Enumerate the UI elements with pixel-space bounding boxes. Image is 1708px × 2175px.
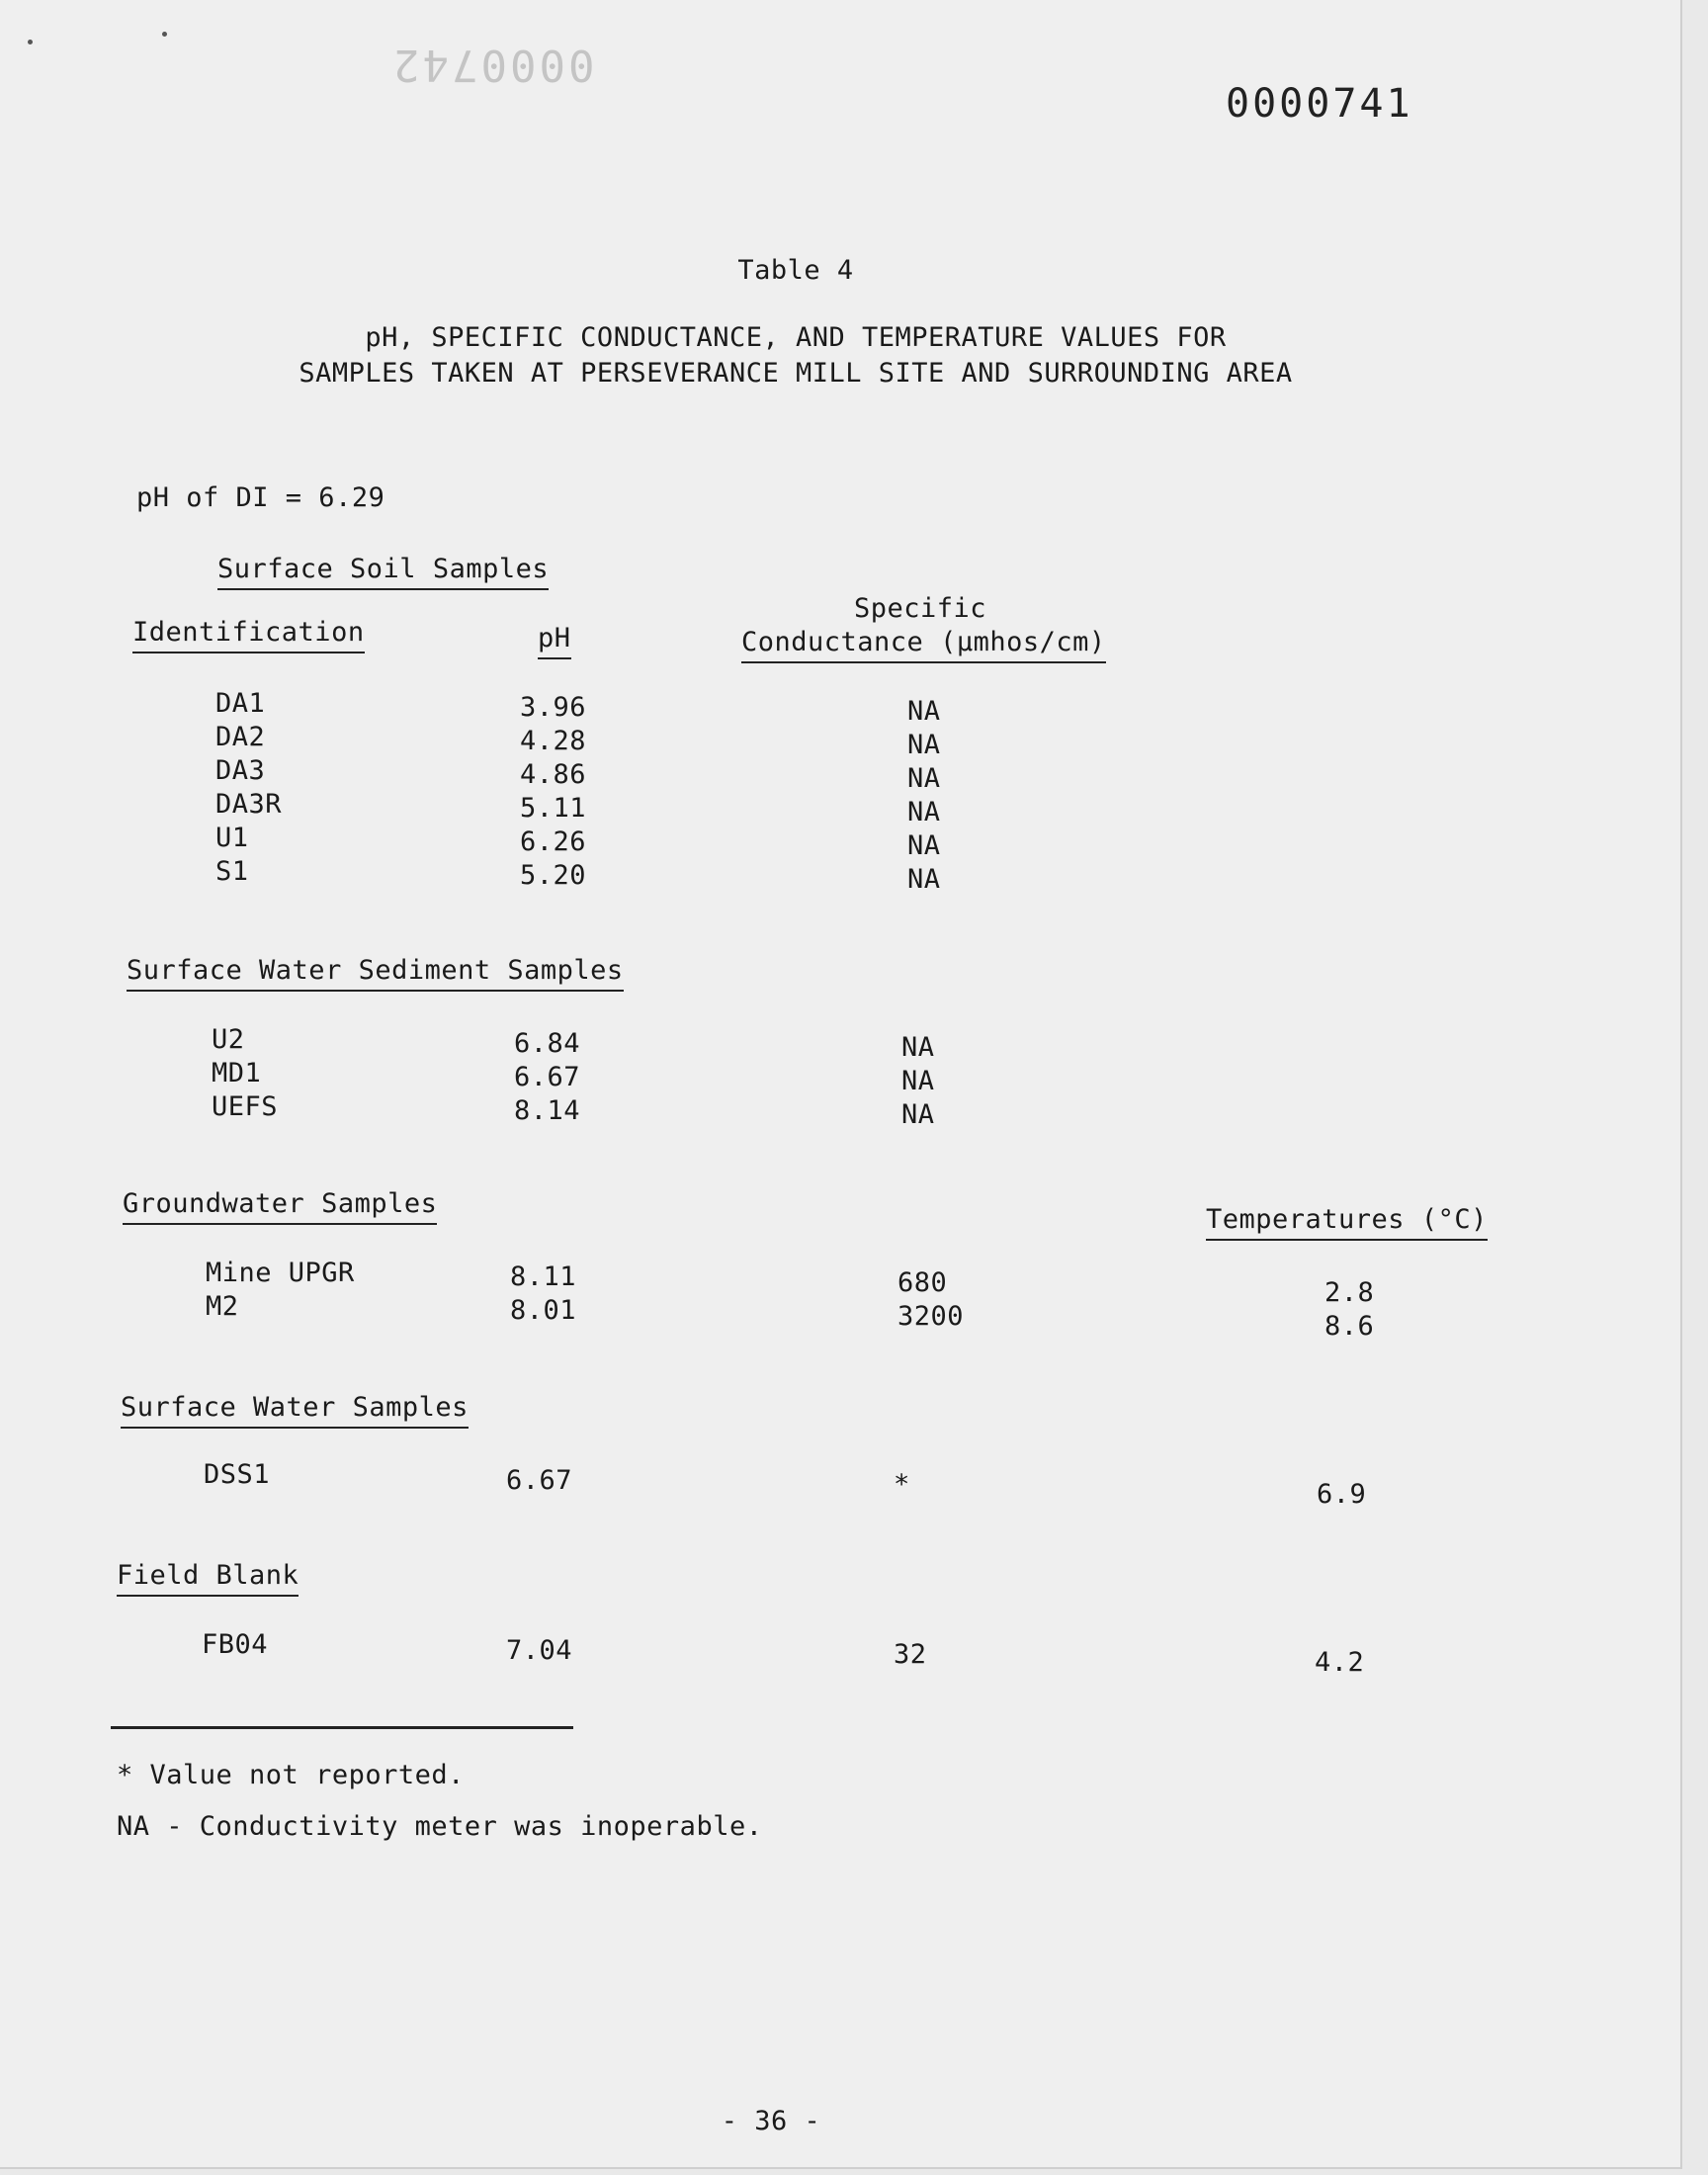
sample-ph: 5.11 (520, 793, 587, 824)
header-ph: pH (538, 623, 571, 659)
sample-id: U1 (215, 823, 249, 853)
sample-ph: 7.04 (506, 1635, 573, 1666)
speck (28, 40, 33, 44)
footnote-asterisk: * Value not reported. (117, 1760, 465, 1790)
header-identification: Identification (132, 617, 365, 653)
sample-temperature: 2.8 (1324, 1277, 1375, 1308)
sample-temperature: 4.2 (1315, 1647, 1365, 1678)
sample-conductance: NA (907, 730, 941, 760)
sample-id: U2 (212, 1024, 245, 1055)
sample-id: DA1 (215, 688, 266, 719)
section-title-surface-soil: Surface Soil Samples (217, 554, 549, 590)
sample-id: DSS1 (204, 1459, 271, 1490)
section-title-groundwater: Groundwater Samples (123, 1188, 437, 1225)
sample-conductance: 680 (897, 1267, 948, 1298)
sample-ph: 8.14 (514, 1095, 581, 1126)
sample-id: UEFS (212, 1091, 279, 1122)
speck (162, 32, 167, 37)
footnote-na: NA - Conductivity meter was inoperable. (117, 1811, 763, 1842)
sample-conductance: 32 (894, 1639, 927, 1670)
sample-ph: 5.20 (520, 860, 587, 891)
footnote-rule (111, 1726, 573, 1729)
sample-conductance: NA (907, 830, 941, 861)
table-label: Table 4 (737, 255, 854, 286)
ghost-stamp-number: 0000742 (390, 40, 595, 90)
document-number: 0000741 (1226, 81, 1413, 127)
sample-ph: 6.26 (520, 826, 587, 857)
sample-ph: 8.01 (510, 1295, 577, 1326)
header-conductance: Conductance (μmhos/cm) (741, 627, 1106, 663)
page-number: - 36 - (721, 2106, 821, 2136)
header-temperatures: Temperatures (°C) (1206, 1204, 1488, 1241)
ph-of-di: pH of DI = 6.29 (136, 482, 385, 513)
header-specific: Specific (854, 593, 987, 624)
sample-conductance: * (894, 1469, 910, 1500)
sample-id: DA3 (215, 755, 266, 786)
table-title-line1: pH, SPECIFIC CONDUCTANCE, AND TEMPERATURE VALUES FOR (365, 322, 1227, 353)
section-title-surface-water: Surface Water Samples (121, 1392, 469, 1429)
sample-ph: 4.28 (520, 726, 587, 756)
sample-ph: 6.67 (514, 1062, 581, 1092)
sample-id: MD1 (212, 1058, 262, 1088)
sample-temperature: 8.6 (1324, 1311, 1375, 1342)
section-title-field-blank: Field Blank (117, 1560, 299, 1597)
sample-id: Mine UPGR (206, 1258, 355, 1288)
table-title-line2: SAMPLES TAKEN AT PERSEVERANCE MILL SITE AND SURROUNDING AREA (299, 358, 1293, 389)
sample-id: DA3R (215, 789, 283, 820)
sample-id: M2 (206, 1291, 239, 1322)
sample-conductance: NA (907, 763, 941, 794)
sample-conductance: NA (907, 696, 941, 727)
sample-ph: 8.11 (510, 1262, 577, 1292)
sample-conductance: NA (907, 864, 941, 895)
sample-ph: 6.67 (506, 1465, 573, 1496)
sample-conductance: 3200 (897, 1301, 965, 1332)
section-title-sediment: Surface Water Sediment Samples (127, 955, 624, 992)
sample-id: FB04 (202, 1629, 269, 1660)
sample-conductance: NA (901, 1032, 935, 1063)
sample-conductance: NA (901, 1066, 935, 1096)
sample-conductance: NA (901, 1099, 935, 1130)
sample-temperature: 6.9 (1317, 1479, 1367, 1510)
sample-id: DA2 (215, 722, 266, 752)
sample-ph: 6.84 (514, 1028, 581, 1059)
sample-ph: 4.86 (520, 759, 587, 790)
sample-id: S1 (215, 856, 249, 887)
sample-conductance: NA (907, 797, 941, 827)
sample-ph: 3.96 (520, 692, 587, 723)
